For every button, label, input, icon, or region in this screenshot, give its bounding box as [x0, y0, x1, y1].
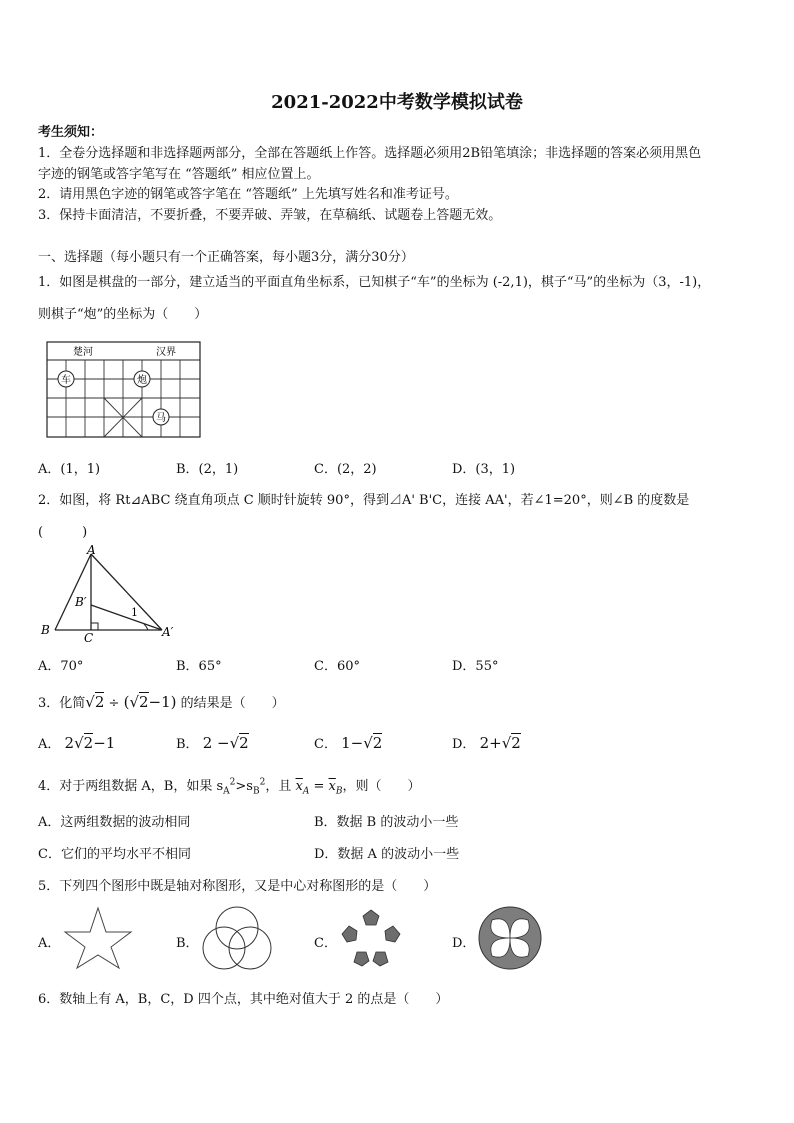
q3-option-c — [314, 733, 382, 752]
q4-option-c: C．它们的平均水平不相同 — [38, 847, 191, 862]
q4-xbar-b: $\overline{x}$ — [328, 779, 336, 794]
q1-text: 1．如图是棋盘的一部分，建立适当的平面直角坐标系，已知棋子“车”的坐标为 (-2,1)，棋子“马”的坐标为（3，-1)， — [38, 275, 711, 290]
q1-option-d: D．(3，1) — [452, 462, 516, 477]
notes-heading: 考生须知： — [38, 125, 104, 140]
option-label: D． — [452, 737, 476, 752]
star-shape — [62, 904, 134, 970]
q2-option-a: A．70° — [38, 659, 84, 674]
sqrt-symbol: √ — [229, 734, 240, 752]
sqrt-symbol: √ — [74, 734, 84, 752]
sqrt-symbol: √ — [501, 734, 512, 752]
q1-text-2: 则棋子“炮”的坐标为（ ） — [38, 307, 208, 322]
q3-suffix: 的结果是（ ） — [180, 696, 285, 711]
option-pre: 1− — [341, 734, 364, 752]
q2-option-c: C．60° — [314, 659, 360, 674]
sqrt-symbol: √ — [85, 693, 95, 711]
q5-label-a: A． — [38, 936, 61, 951]
q3-paren: ( — [123, 693, 130, 711]
q3-div: ÷ — [108, 696, 120, 711]
q5-label-b: B． — [176, 936, 199, 951]
q3-minus-one: −1) — [148, 693, 177, 711]
label-a: A — [87, 543, 96, 557]
q3-radicand-2: 2 — [139, 693, 149, 711]
circle-petals-shape — [475, 904, 545, 972]
q2-option-d: D．55° — [452, 659, 499, 674]
piece-pao — [134, 371, 150, 387]
option-radicand: 2 — [239, 734, 249, 752]
q4-option-a: A．这两组数据的波动相同 — [38, 815, 191, 830]
label-b: B — [41, 623, 50, 637]
option-label: A． — [38, 737, 61, 752]
q4-and: ，且 — [265, 779, 292, 794]
label-angle-1: 1 — [131, 606, 138, 619]
three-circles-shape — [199, 904, 275, 972]
q3-radicand: 2 — [94, 693, 105, 711]
q4-xbar-a: $\overline{x}$ — [295, 779, 303, 794]
board-river-right: 汉界 — [156, 347, 176, 358]
piece-ma — [153, 409, 169, 425]
option-pre: 2 − — [202, 734, 230, 752]
q3-option-b — [176, 733, 249, 752]
option-label: C． — [314, 737, 337, 752]
section-heading: 一、选择题（每小题只有一个正确答案，每小题3分，满分30分） — [38, 250, 414, 265]
pentagons-shape — [338, 906, 404, 968]
q3-option-a — [38, 733, 115, 752]
q4-prefix: 4．对于两组数据 A，B，如果 s — [38, 779, 224, 794]
option-radicand: 2 — [83, 734, 94, 752]
q4-xbar-a-sub: A — [302, 786, 310, 797]
option-label: B． — [176, 737, 199, 752]
note-item-1: 1．全卷分选择题和非选择题两部分，全部在答题纸上作答。选择题必须用2B铅笔填涂；非选择题的答案必须用黑色 — [38, 146, 702, 161]
option-pre: 2+ — [479, 734, 502, 752]
q3-text — [38, 692, 285, 711]
q2-option-b: B．65° — [176, 659, 222, 674]
label-c: C — [84, 631, 94, 643]
q5-label-c: C． — [314, 936, 337, 951]
q4-option-b: B．数据 B 的波动小一些 — [314, 815, 459, 830]
q4-suffix: ，则（ ） — [342, 779, 421, 794]
q4-xbar-b-sub: B — [335, 786, 343, 797]
note-item-1-cont: 字迹的钢笔或答字笔写在 “答题纸” 相应位置上。 — [38, 167, 320, 182]
q4-sup2: 2 — [259, 777, 266, 788]
piece-ma-label: 马 — [156, 413, 166, 424]
triangle-figure — [36, 543, 186, 643]
option-pre: 2 — [64, 734, 75, 752]
page-title: 2021-2022中考数学模拟试卷 — [271, 92, 523, 113]
option-radicand: 2 — [511, 734, 521, 752]
q5-label-d: D． — [452, 936, 476, 951]
sqrt-symbol: √ — [129, 693, 139, 711]
q1-option-c: C．(2，2) — [314, 462, 377, 477]
q4-sub-b: B — [252, 786, 260, 797]
q3-option-d — [452, 733, 521, 752]
option-radicand: 2 — [372, 734, 383, 752]
chessboard-figure — [46, 341, 202, 439]
q4-sup: 2 — [229, 777, 236, 788]
piece-che — [58, 371, 74, 387]
q4-text — [38, 775, 420, 797]
option-post: −1 — [93, 734, 116, 752]
q2-text-2: ( ) — [38, 525, 88, 540]
q4-sub-a: A — [223, 786, 230, 797]
piece-pao-label: 炮 — [137, 375, 147, 386]
q4-gt: >s — [235, 779, 253, 794]
label-b-prime: B′ — [75, 595, 87, 609]
note-item-2: 2．请用黑色字迹的钢笔或答字笔在 “答题纸” 上先填写姓名和准考证号。 — [38, 187, 458, 202]
q3-prefix: 3．化简 — [38, 696, 86, 711]
q4-eq: = — [309, 779, 329, 794]
q2-text: 2．如图，将 Rt⊿ABC 绕直角项点 C 顺时针旋转 90°，得到⊿A' B'C，连接 AA'，若∠1=20°，则∠B 的度数是 — [38, 493, 690, 508]
q1-option-a: A．(1，1) — [38, 462, 101, 477]
label-a-prime: A′ — [162, 625, 174, 639]
board-river-left: 楚河 — [73, 347, 93, 358]
q5-text: 5．下列四个图形中既是轴对称图形，又是中心对称图形的是（ ） — [38, 879, 437, 894]
note-item-3: 3．保持卡面清洁，不要折叠，不要弄破、弄皱，在草稿纸、试题卷上答题无效。 — [38, 208, 502, 223]
q6-text: 6．数轴上有 A，B，C，D 四个点，其中绝对值大于 2 的点是（ ） — [38, 992, 449, 1007]
q4-option-d: D．数据 A 的波动小一些 — [314, 847, 460, 862]
q1-option-b: B．(2，1) — [176, 462, 239, 477]
piece-che-label: 车 — [61, 375, 71, 386]
sqrt-symbol: √ — [363, 734, 373, 752]
